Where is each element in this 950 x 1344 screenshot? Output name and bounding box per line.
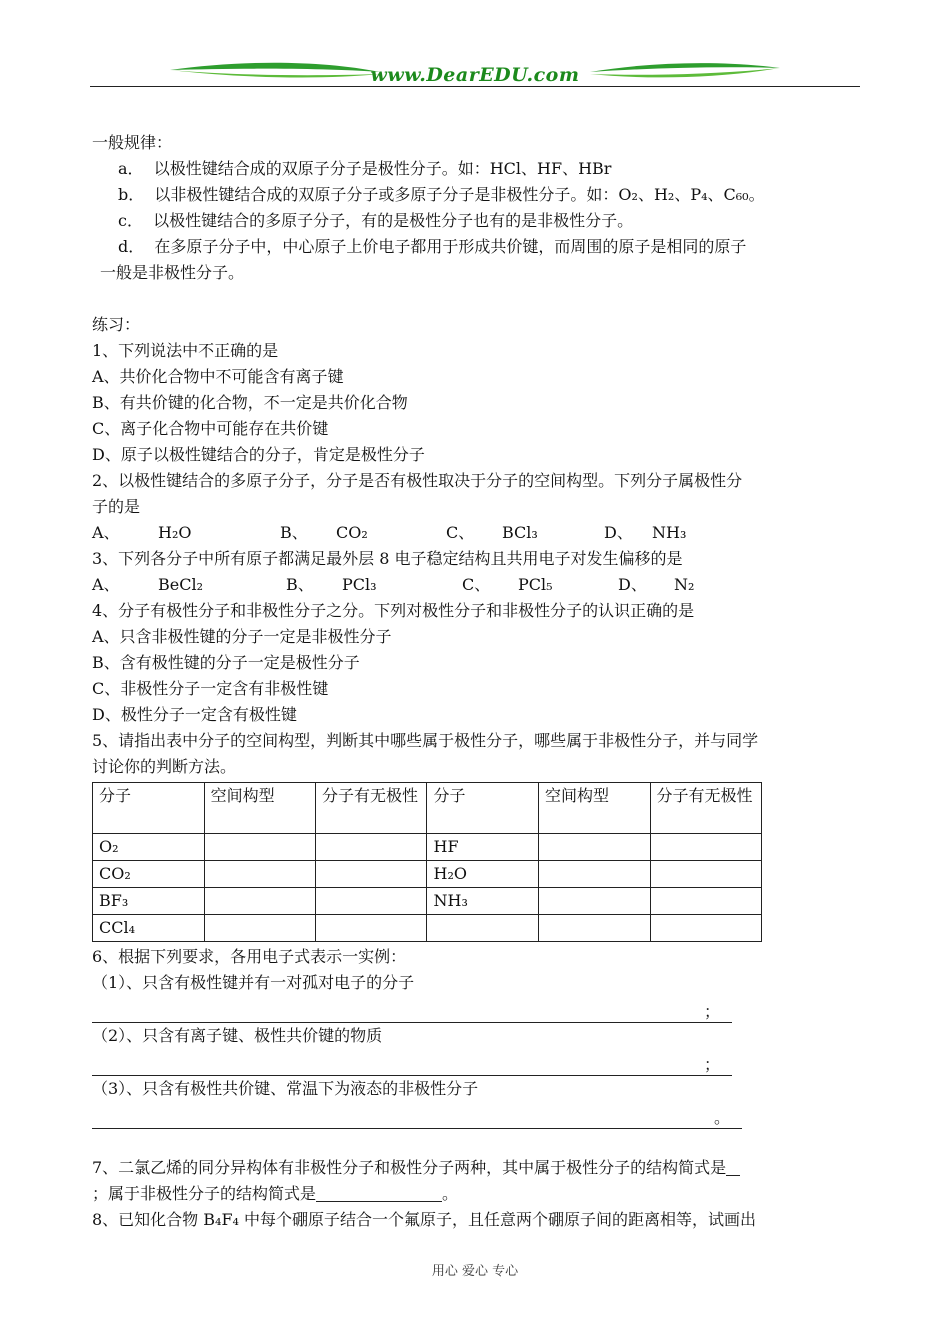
q2-stem-continued: 子的是: [92, 497, 141, 516]
table-header-cell: 分子有无极性: [316, 783, 427, 834]
table-header-cell: 空间构型: [204, 783, 315, 834]
molecule-table: [92, 782, 762, 942]
rule-d-text: 在多原子分子中，中心原子上价电子都用于形成共价键，而周围的原子是相同的原子: [154, 237, 747, 256]
table-cell: H₂O: [427, 861, 539, 888]
q6-part-2: （2）、只含有离子键、极性共价键的物质: [92, 1026, 383, 1045]
q4-stem: 4、分子有极性分子和非极性分子之分。下列对极性分子和非极性分子的认识正确的是: [92, 601, 695, 620]
table-cell: BF₃: [93, 888, 205, 915]
table-cell: [316, 915, 427, 942]
q7-blank-1[interactable]: [726, 1157, 740, 1176]
table-cell: [204, 915, 315, 942]
table-cell: [539, 834, 650, 861]
q2-option-d-label: D、: [604, 523, 633, 542]
q4-option-a: A、只含非极性键的分子一定是非极性分子: [92, 627, 392, 646]
q4-option-c: C、非极性分子一定含有非极性键: [92, 679, 329, 698]
practice-title: 练习：: [92, 315, 141, 334]
q1-option-d: D、原子以极性键结合的分子，肯定是极性分子: [92, 445, 425, 464]
q3-option-c: PCl₅: [518, 575, 553, 594]
q7-line-2: [92, 1181, 862, 1207]
q4-option-d: D、极性分子一定含有极性键: [92, 705, 297, 724]
rules-title: 一般规律：: [92, 133, 173, 152]
q1-stem: 1、下列说法中不正确的是: [92, 341, 279, 360]
table-row: [93, 888, 762, 915]
q3-options: [92, 572, 862, 598]
table-cell: [316, 834, 427, 861]
q6-part-1: （1）、只含有极性键并有一对孤对电子的分子: [92, 973, 415, 992]
q6-answer-2-punct: ；: [703, 1055, 720, 1074]
table-header-cell: 空间构型: [539, 783, 650, 834]
table-cell: [316, 861, 427, 888]
q2-stem: 2、以极性键结合的多原子分子，分子是否有极性取决于分子的空间构型。下列分子属极性分: [92, 471, 743, 490]
q3-option-a-label: A、: [92, 575, 120, 594]
rule-c: c． 以极性键结合的多原子分子，有的是极性分子也有的是非极性分子。: [118, 211, 634, 230]
table-cell: O₂: [93, 834, 205, 861]
table-cell: [427, 915, 539, 942]
rule-b-text: 以非极性键结合成的双原子分子或多原子分子是非极性分子。如：O₂、H₂、P₄、C₆₀。: [154, 185, 765, 204]
table-cell: [650, 888, 762, 915]
table-header-cell: 分子: [93, 783, 205, 834]
table-header-row: [93, 783, 762, 834]
q3-option-d-label: D、: [618, 575, 647, 594]
q2-option-b-label: B、: [280, 523, 308, 542]
q1-option-a: A、共价化合物中不可能含有离子键: [92, 367, 344, 386]
q7-blank-2[interactable]: [316, 1183, 442, 1202]
table-header-cell: 分子: [427, 783, 539, 834]
q2-option-a: H₂O: [158, 523, 192, 542]
q6-answer-line-2[interactable]: [92, 1049, 732, 1076]
document-body: [92, 130, 862, 1233]
table-cell: [204, 834, 315, 861]
table-cell: NH₃: [427, 888, 539, 915]
rule-c-text: 以极性键结合的多原子分子，有的是极性分子也有的是非极性分子。: [153, 211, 634, 230]
table-cell: [539, 915, 650, 942]
rule-a-text: 以极性键结合成的双原子分子是极性分子。如：HCl、HF、HBr: [153, 159, 612, 178]
q6-answer-3-punct: 。: [713, 1108, 730, 1127]
q3-stem: 3、下列各分子中所有原子都满足最外层 8 电子稳定结构且共用电子对发生偏移的是: [92, 549, 683, 568]
q7-text-3: 。: [442, 1184, 459, 1203]
q2-option-b: CO₂: [336, 523, 368, 542]
q3-option-a: BeCl₂: [158, 575, 203, 594]
rule-b: b． 以非极性键结合成的双原子分子或多原子分子是非极性分子。如：O₂、H₂、P₄、C₆₀。: [118, 185, 765, 204]
rule-d: d． 在多原子分子中，中心原子上价电子都用于形成共价键，而周围的原子是相同的原子: [118, 237, 747, 256]
table-cell: [316, 888, 427, 915]
q2-option-c-label: C、: [446, 523, 475, 542]
q6-answer-line-1[interactable]: [92, 996, 732, 1023]
q2-option-c: BCl₃: [502, 523, 538, 542]
table-cell: [650, 861, 762, 888]
table-cell: CCl₄: [93, 915, 205, 942]
q4-option-b: B、含有极性键的分子一定是极性分子: [92, 653, 360, 672]
table-cell: [650, 834, 762, 861]
q3-option-b-label: B、: [286, 575, 314, 594]
q7-text-1: 7、二氯乙烯的同分异构体有非极性分子和极性分子两种，其中属于极性分子的结构简式是: [92, 1158, 727, 1177]
site-url: www.DearEDU.com: [370, 64, 580, 86]
table-cell: CO₂: [93, 861, 205, 888]
q7-line-1: [92, 1155, 862, 1181]
table-cell: [204, 861, 315, 888]
table-row: [93, 834, 762, 861]
q6-answer-line-3[interactable]: [92, 1102, 742, 1129]
table-cell: [539, 861, 650, 888]
rule-d-continued: 一般是非极性分子。: [100, 263, 245, 282]
q2-options: [92, 520, 862, 546]
page-header: [90, 56, 860, 92]
q2-option-d: NH₃: [652, 523, 687, 542]
q3-option-b: PCl₃: [342, 575, 377, 594]
q5-stem-continued: 讨论你的判断方法。: [92, 757, 237, 776]
q2-option-a-label: A、: [92, 523, 120, 542]
page-footer: 用心 爱心 专心: [431, 1264, 519, 1279]
q7-text-2: ；属于非极性分子的结构简式是: [92, 1184, 317, 1203]
q3-option-c-label: C、: [462, 575, 491, 594]
q1-option-b: B、有共价键的化合物，不一定是共价化合物: [92, 393, 408, 412]
q8-line-1: 8、已知化合物 B₄F₄ 中每个硼原子结合一个氟原子，且任意两个硼原子间的距离相等，试画出: [92, 1210, 757, 1229]
q5-stem: 5、请指出表中分子的空间构型，判断其中哪些属于极性分子，哪些属于非极性分子，并与同学: [92, 731, 759, 750]
table-cell: HF: [427, 834, 539, 861]
q6-answer-1-punct: ；: [703, 1002, 720, 1021]
header-divider: [90, 86, 860, 87]
table-row: [93, 861, 762, 888]
q1-option-c: C、离子化合物中可能存在共价键: [92, 419, 329, 438]
rule-a: a． 以极性键结合成的双原子分子是极性分子。如：HCl、HF、HBr: [118, 159, 612, 178]
table-cell: [204, 888, 315, 915]
q6-part-3: （3）、只含有极性共价键、常温下为液态的非极性分子: [92, 1079, 479, 1098]
q6-stem: 6、根据下列要求，各用电子式表示一实例：: [92, 947, 407, 966]
q3-option-d: N₂: [674, 575, 695, 594]
table-row: [93, 915, 762, 942]
table-header-cell: 分子有无极性: [650, 783, 762, 834]
table-cell: [539, 888, 650, 915]
table-cell: [650, 915, 762, 942]
